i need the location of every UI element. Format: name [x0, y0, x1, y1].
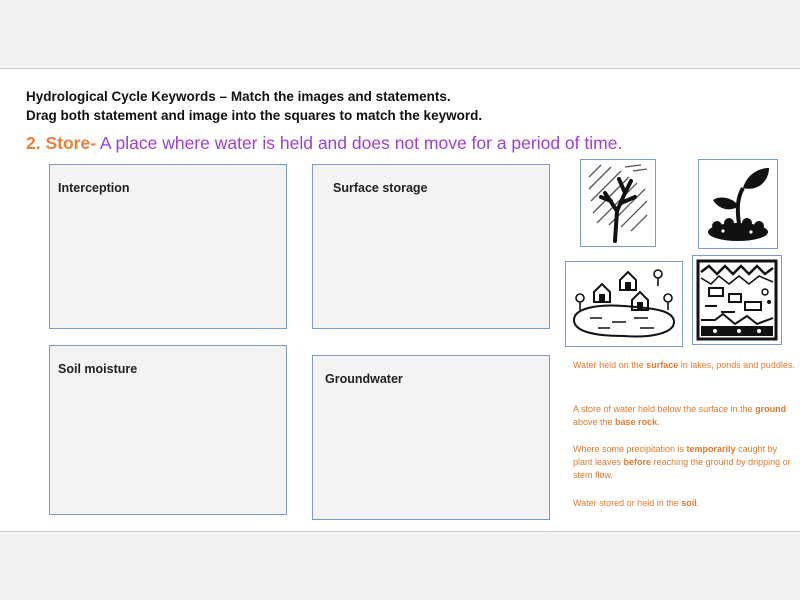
statement-keyword: before: [623, 457, 652, 467]
store-number: 2. Store-: [26, 133, 97, 153]
image-card-groundwater[interactable]: [692, 255, 782, 345]
store-definition-line: [26, 133, 622, 154]
statement-text: .: [696, 498, 700, 508]
statement-keyword: soil: [681, 498, 697, 508]
statement-text: in lakes, ponds and puddles.: [678, 360, 795, 370]
statement-text: A store of water held below the surface in the: [573, 404, 756, 414]
statement-keyword: temporarily: [686, 444, 736, 454]
statement-text: Where some precipitation is: [573, 444, 687, 454]
drop-box-label: Surface storage: [333, 181, 428, 195]
statement-surface-storage[interactable]: [573, 359, 795, 372]
image-card-plant[interactable]: [698, 159, 778, 249]
statement-keyword: base rock: [615, 417, 658, 427]
statement-text: Water stored or held in the: [573, 498, 682, 508]
worksheet-slide: [0, 68, 800, 532]
statement-text: Water held on the: [573, 360, 647, 370]
statement-text: caught by plant leaves: [573, 444, 778, 467]
worksheet-title: Hydrological Cycle Keywords – Match the images and statements.: [26, 89, 451, 104]
drop-box-interception[interactable]: [49, 164, 287, 329]
image-card-rain-tree[interactable]: [580, 159, 656, 247]
store-definition: A place where water is held and does not move for a period of time.: [96, 133, 623, 153]
statement-groundwater[interactable]: [573, 403, 795, 429]
statement-keyword: ground: [755, 404, 787, 414]
image-card-lake[interactable]: [565, 261, 683, 347]
drop-box-label: Interception: [58, 181, 130, 195]
drop-box-soil-moisture[interactable]: [49, 345, 287, 515]
statement-text: .: [657, 417, 660, 427]
statement-keyword: surface: [646, 360, 679, 370]
sprouting-plant-icon: [701, 162, 775, 246]
drop-box-surface-storage[interactable]: [312, 164, 550, 329]
statement-text: reaching the ground by dripping or stem flow.: [573, 457, 791, 480]
underground-water-icon: [695, 258, 779, 342]
drop-box-groundwater[interactable]: [312, 355, 550, 520]
lake-with-houses-icon: [568, 264, 680, 344]
rain-on-tree-icon: [585, 163, 651, 243]
drop-box-label: Soil moisture: [58, 362, 138, 376]
worksheet-instructions: Drag both statement and image into the squares to match the keyword.: [26, 108, 483, 123]
statement-interception[interactable]: [573, 443, 795, 482]
statement-soil-moisture[interactable]: [573, 497, 795, 510]
statement-text: above the: [573, 417, 616, 427]
drop-box-label: Groundwater: [325, 372, 403, 386]
